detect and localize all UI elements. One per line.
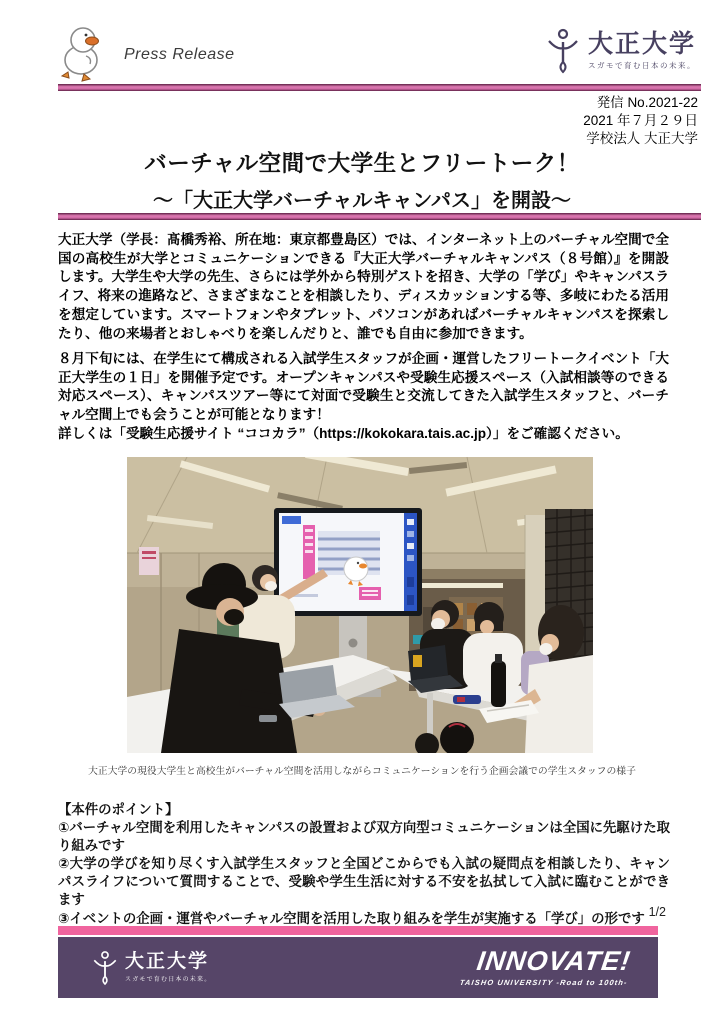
- page-subtitle: ～「大正大学バーチャルキャンパス」を開設～: [153, 190, 571, 212]
- footer-university-tagline: スガモで育む日本の未来。: [125, 977, 212, 984]
- body-paragraph-1: 大正大学（学長：髙橋秀裕、所在地：東京都豊島区）では、インターネット上のバーチャル空間で全国の高校生が大学とコミュニケーションできる『大正大学バーチャルキャンパス（８号館）』を開設します。大学生や大学の先生、さらには学外から特別ゲストを招き、大学の「学び」やキャンパスライフ、将来の進路など、さまざまなことを相談したり、ディスカッションする等、多岐にわたる活用を想定しています。スマートフォンやタブレット、パソコンがあればバーチャルキャンパスを探索したり、他の来場者とおしゃべりを楽しんだりと、誰でも自由に参加できます。: [58, 232, 669, 341]
- meta-block: [583, 94, 698, 148]
- press-release-label: Press Release: [124, 46, 235, 63]
- footer-university-logo: [92, 949, 211, 987]
- point-item-2: ②大学の学びを知り尽くす入試学生スタッフと全国どこからでも入試の疑問点を相談したり、キャンパスライフについて質問することで、受験や学生生活に対する不安を払拭して入試に臨むことができます: [58, 856, 670, 908]
- title-block: [0, 146, 724, 213]
- point-item-3: ③イベントの企画・運営やバーチャル空間を活用した取り組みを学生が実施する「学び」の形です: [58, 910, 645, 926]
- body-paragraph-2-text: ８月下旬には、在学生にて構成される入試学生スタッフが企画・運営したフリートークイベント「大正大学生の１日」を開催予定です。オープンキャンパスや受験生応援スペース（入試相談等のできる対応スペース）、キャンパスツアー等にて対面で受験生と交流してきた入試学生スタッフと、バーチャル空間上でも会うことが可能となります！: [58, 351, 669, 423]
- innovate-logo: [460, 948, 633, 987]
- duck-mascot-icon: [56, 24, 110, 82]
- issue-number: 発信 No.2021-22: [596, 95, 698, 110]
- page-title: バーチャル空間で大学生とフリートーク！: [144, 151, 580, 176]
- body-paragraph-2: [58, 350, 669, 444]
- meeting-photo: [127, 457, 593, 753]
- page-number: 1/2: [648, 905, 666, 919]
- footer-pink-bar: [58, 926, 658, 935]
- photo-caption: 大正大学の現役大学生と高校生がバーチャル空間を活用しながらコミュニケーションを行う企画会議での学生スタッフの様子: [88, 766, 636, 777]
- points-heading: 【本件のポイント】: [58, 802, 179, 817]
- innovate-text: INNOVATE!: [475, 946, 634, 976]
- divider-bar-top: [58, 84, 701, 91]
- university-logo: [546, 28, 696, 74]
- release-date: 2021 年７月２９日: [583, 112, 698, 128]
- university-name: 大正大学: [587, 29, 696, 58]
- university-symbol-icon: [546, 28, 580, 74]
- footer-band: [58, 937, 658, 998]
- innovate-subtext: TAISHO UNIVERSITY -Road to 100th-: [459, 978, 629, 987]
- body-paragraph-2-link-line: 詳しくは「受験生応援サイト “ココカラ”（https://kokokara.tais.ac.jp）」をご確認ください。: [58, 425, 629, 441]
- university-tagline: スガモで育む日本の未来。: [587, 61, 696, 71]
- points-section: [58, 801, 670, 928]
- divider-bar-title: [58, 213, 701, 220]
- footer-university-symbol-icon: [92, 949, 118, 987]
- point-item-1: ①バーチャル空間を利用したキャンパスの設置および双方向型コミュニケーションは全国に先駆けた取り組みです: [58, 820, 670, 854]
- footer-university-name: 大正大学: [125, 950, 210, 972]
- organization: 学校法人 大正大学: [586, 130, 698, 146]
